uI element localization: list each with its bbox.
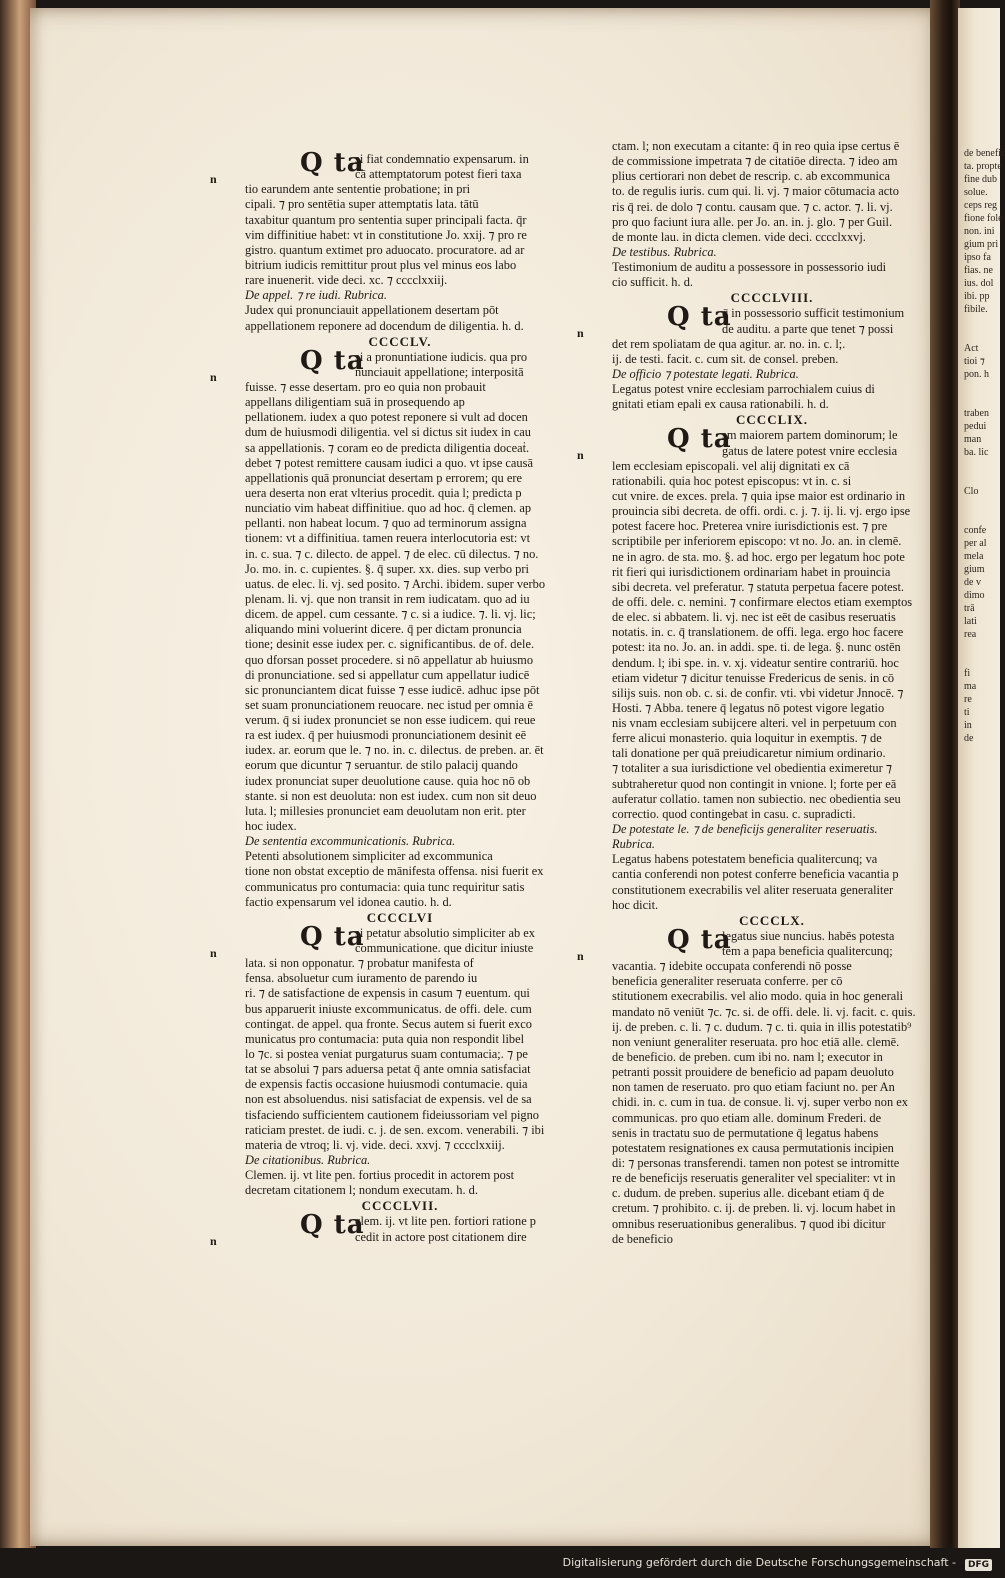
next-page-line: man — [964, 434, 982, 445]
decorated-initial: Q ta — [667, 924, 732, 955]
summary-line: tione non obstat exceptio de mānifesta offensa. nisi fuerit ex — [245, 864, 544, 879]
margin-marker: n — [210, 369, 217, 384]
summary-line: appellationem reponere ad docendum de diligentia. h. d. — [245, 318, 524, 333]
text-line: ij. de testi. facit. c. cum sit. de consel. preben. — [612, 351, 839, 366]
next-page-line: in — [964, 720, 972, 731]
next-page-line: dimo — [964, 590, 985, 601]
next-page-line: Act — [964, 343, 979, 354]
text-line: stitutionem execrabilis. vel alio modo. quia in hoc generali — [612, 989, 904, 1004]
summary-line: gnitati etiam epali ex causa rationabili. h. d. — [612, 397, 829, 412]
next-page-line: confe — [964, 525, 987, 536]
text-line: ferre alicui monasterio. quia loquitur in exemptis. ⁊ de — [612, 731, 882, 746]
next-page-line: de — [964, 733, 974, 744]
next-page-line: gium pri — [964, 239, 999, 250]
section-number: CCCCLVIII. — [730, 290, 814, 306]
text-line: cedit in actore post citationem dire — [355, 1229, 527, 1244]
text-line: ri. ⁊ de satisfactione de expensis in casum ⁊ euentum. qui — [245, 986, 530, 1001]
text-line: nis vnam ecclesiam subijcere alteri. vel in perpetuum con — [612, 716, 897, 731]
text-line: pellanti. non habeat locum. ⁊ quo ad terminorum assigna — [245, 516, 527, 531]
margin-marker: n — [210, 172, 217, 186]
text-line: non veniunt generaliter reseruata. pro hoc etiā alle. clemē. — [612, 1034, 900, 1049]
summary-line: constitutionem execrabilis vel aliter reseruata generaliter — [612, 882, 894, 897]
text-line: omnibus reseruationibus generalibus. ⁊ quod ibi dicitur — [612, 1216, 886, 1231]
text-line: de beneficio — [612, 1231, 673, 1246]
text-line: cā attemptatorum potest fieri taxa — [355, 167, 522, 182]
text-line: vacantia. ⁊ idebite occupata conferendi nō posse — [612, 959, 852, 974]
dfg-logo: DFG — [965, 1559, 992, 1571]
text-line: dum de huiusmodi diligentia. vel si dictus sit iudex in cau — [245, 425, 531, 440]
text-line: plius certiorari non debet de rescrip. c. ab excommunica — [612, 169, 890, 184]
summary-line: cio sufficit. h. d. — [612, 275, 693, 290]
text-line: c. dudum. de preben. superius alle. dicebant etiam q̄ de — [612, 1186, 885, 1201]
summary-line: Testimonium de auditu a possessore in possessorio iudi — [612, 260, 887, 275]
text-line: de commissione impetrata ⁊ de citatiōe directa. ⁊ ideo am — [612, 154, 898, 169]
next-page-line: Clo — [964, 486, 979, 497]
text-line: etiam videtur ⁊ dicitur tenuisse Fredericus de senis. in cō — [612, 670, 895, 685]
text-line: de offi. dele. c. nemini. ⁊ confirmare electos etiam exemptos — [612, 594, 913, 609]
next-page-line: ius. dol — [964, 278, 994, 289]
entry — [577, 302, 932, 367]
next-page-line: ceps reg — [964, 200, 998, 211]
text-line: si fiat condemnatio expensarum. in — [355, 152, 529, 166]
entry — [577, 424, 932, 822]
next-page-line: pon. h — [964, 369, 989, 380]
text-line: taxabitur quantum pro sententia super principali facta. q̄r — [245, 212, 527, 227]
text-line: communicas. pro quo etiam alle. dominum Frederi. de — [612, 1110, 882, 1125]
text-line: silijs suis. non ob. c. si. de confir. vti. vbi videtur Jnnocē. ⁊ — [612, 685, 904, 700]
text-line: aliquando mini voluerint dicere. q̄ per dictam pronuncia — [245, 622, 522, 637]
text-line: Hosti. ⁊ Abba. tenere q̄ legatus nō potest vigore legatio — [612, 700, 885, 715]
entry — [210, 921, 555, 1153]
rubric-heading: Rubrica. — [612, 837, 656, 852]
text-line: plenam. li. vj. que non transit in rem iudicatam. quo ad iu — [245, 591, 530, 606]
text-line: det rem spoliatam de qua agitur. ar. no. in. c. l;. — [612, 336, 846, 351]
text-line: tionem: vt a diffinitiua. tamen reuera interlocutoria est: vt — [245, 531, 531, 546]
text-line: cretum. ⁊ prohibito. c. ij. de preben. li. vj. locum habet in — [612, 1201, 896, 1216]
text-line: mandato nō veniūt ⁊c. ⁊c. si. de offi. dele. li. vj. facit. c. quis. — [612, 1004, 916, 1019]
text-line: tisfaciendo sufficientem cautionem fideiussoriam vel pigno — [245, 1107, 539, 1122]
text-line: clem. ij. vt lite pen. fortiori ratione p — [355, 1214, 536, 1229]
text-line: lata. si non opponatur. ⁊ probatur manifesta of — [245, 956, 474, 971]
text-line: vim diffinitiue habet: vt in constitutione Jo. xxij. ⁊ pro re — [245, 227, 527, 242]
text-line: in. c. sua. ⁊ c. dilecto. de appel. ⁊ de elec. cū dilectus. ⁊ no. — [245, 546, 539, 561]
text-line: si petatur absolutio simpliciter ab ex — [355, 925, 535, 940]
next-page-line: pedui — [964, 421, 987, 432]
summary-line: hoc dicit. — [612, 897, 659, 912]
text-line: de expensis factis occasione huiusmodi contumacie. quia — [245, 1077, 528, 1092]
next-page-line: tioi ⁊ — [964, 356, 985, 367]
next-page-line: de benefic — [964, 148, 1005, 159]
summary-line: Legatus potest vnire ecclesiam parrochialem cuius di — [612, 382, 875, 397]
text-line: potest facere hoc. Preterea vnire iurisdictionis est. ⁊ pre — [612, 519, 888, 534]
text-line: iudex. ar. eorum que le. ⁊ no. in. c. dilectus. de preben. ar. ēt — [245, 743, 544, 758]
text-line: potestatem resignationes ex causa permutationis incipien — [612, 1140, 894, 1155]
next-page-line: re — [964, 694, 972, 705]
text-line: Jo. mo. in. c. cupientes. §. q̄ super. xx. dies. sup verbo pri — [245, 561, 529, 576]
margin-marker: n — [577, 326, 584, 341]
footer-bar — [0, 1548, 1000, 1578]
rubric-heading: De officio ⁊ potestate legati. Rubrica. — [612, 366, 799, 381]
text-line: sa appellationis. ⁊ coram eo de predicta diligentia doceaṫ. — [245, 440, 530, 455]
text-line: re de beneficijs reseruatis generaliter vel specialiter: vt in — [612, 1171, 896, 1186]
section-number: CCCCLVII. — [361, 1198, 439, 1214]
next-page-line: per al — [964, 538, 987, 549]
text-line: petranti possit prouidere de beneficio ad papam deuoluto — [612, 1065, 894, 1080]
next-page-line: fine dub — [964, 174, 998, 185]
text-line: tem a papa beneficia qualitercunq; — [722, 944, 893, 959]
decorated-initial: Q ta — [300, 1210, 365, 1241]
summary-line: decretam citationem l; nondum executam. h. d. — [245, 1183, 478, 1198]
text-line: uera deserta non erat vlterius procedit. quia l; predicta p — [245, 485, 522, 500]
text-line: ⁊ totaliter a sua iurisdictione vel obedientia eximeretur ⁊ — [612, 761, 892, 776]
text-line: sm maiorem partem dominorum; le — [722, 428, 898, 443]
section-number: CCCCLVI — [366, 909, 434, 925]
text-line: verum. q̄ si iudex pronunciet se non esse iudicem. qui reue — [245, 713, 536, 728]
text-line: gistro. quantum extimet pro aduocato. procuratore. ad ar — [245, 242, 525, 257]
text-line: raticiam prestet. de iudi. c. j. de sen. excom. venerabili. ⁊ ibi — [245, 1122, 545, 1137]
text-line: auferatur collatio. tamen non subiectio. nec obedientia seu — [612, 791, 901, 806]
text-line: dicem. de appel. cum cessante. ⁊ c. si a iudice. ⁊. li. vj. lic; — [245, 607, 536, 622]
text-line: chidi. in. c. cum in tua. de consue. li. vj. super verbo non ex — [612, 1095, 908, 1110]
text-line: fuisse. ⁊ esse desertam. pro eo quia non probauit — [245, 379, 486, 394]
next-page-line: ba. lic — [964, 447, 989, 458]
next-page-line: traben — [964, 408, 989, 419]
text-line: lo ⁊c. si postea veniat purgaturus suam contumacia;. ⁊ pe — [245, 1047, 528, 1062]
next-page-line: ma — [964, 681, 977, 692]
section-number: CCCCLX. — [739, 912, 805, 928]
text-line: ris q̄ rei. de dolo ⁊ contu. causam que. ⁊ c. actor. ⁊. li. vj. — [612, 199, 893, 214]
summary-line: communicatus pro contumacia: quia tunc requiritur satis — [245, 879, 525, 894]
decorated-initial: Q ta — [667, 302, 732, 333]
next-page-line: non. ini — [964, 226, 995, 237]
text-line: cut vnire. de exces. prela. ⁊ quia ipse maior est ordinario in — [612, 488, 906, 503]
text-line: ne in agro. de sta. mo. §. ad hoc. ergo per legatum hoc pote — [612, 549, 905, 564]
text-line: beneficia generaliter reseruata conferre. per cō — [612, 974, 843, 989]
text-line: subtraheretur quod non contingit in vnione. l; forte per eā — [612, 776, 897, 791]
text-line: di: ⁊ personas transferendi. tamen non potest se intromitte — [612, 1156, 900, 1170]
text-line: sibi decreta. vel preferatur. ⁊ statuta perpetua facere potest. — [612, 579, 905, 594]
next-page-line: rea — [964, 629, 977, 640]
text-line: q̄ in possessorio sufficit testimonium — [722, 306, 905, 321]
entry — [210, 1210, 555, 1249]
next-page-line: fibile. — [964, 304, 988, 315]
summary-line: factio expensarum vel idonea cautio. h. d. — [245, 894, 452, 909]
text-line: correctio. quod contingebat in casu. c. supradicti. — [612, 806, 856, 821]
text-line: ra est iudex. q̄ per huiusmodi pronunciationem desinit eē — [245, 728, 527, 743]
summary-line: cantia conferendi non potest conferre beneficia vacantia p — [612, 867, 899, 882]
text-line: legatus siue nuncius. habēs potesta — [722, 928, 895, 943]
text-line: pellationem. iudex a quo potest reponere si vult ad docen — [245, 410, 528, 425]
text-line: prouincia sibi decreta. de offi. ordi. c. j. ⁊. ij. li. vj. ergo ipse — [612, 504, 911, 519]
text-line: luta. l; millesies pronunciet eam deuolutam non erit. pter — [245, 803, 526, 818]
margin-marker: n — [577, 448, 584, 463]
next-page-line: fione fole — [964, 213, 1003, 224]
entry — [210, 148, 555, 288]
decorated-initial: Q ta — [667, 424, 732, 455]
rubric-heading: De citationibus. Rubrica. — [245, 1153, 371, 1167]
text-line: si a pronuntiatione iudicis. qua pro — [355, 349, 528, 364]
text-line: contingat. de appel. qua fronte. Secus autem si fuerit exco — [245, 1016, 532, 1031]
text-line: sic pronunciantem dicat fuisse ⁊ esse iudicē. adhuc ipse pōt — [245, 682, 540, 697]
text-line: cipali. ⁊ pro sentētia super attemptatis lata. tātū — [245, 197, 479, 212]
text-line: ctam. l; non executam a citante: q̄ in reo quia ipse certus ē — [612, 139, 900, 153]
text-line: appellans diligentiam suā in prosequendo ap — [245, 395, 465, 410]
text-line: de elec. si abbatem. li. vj. nec ist eēt de casibus reseruatis — [612, 610, 896, 625]
text-line: stante. si non est deuoluta: non est iudex. cum non sit deuo — [245, 788, 537, 803]
rubric-heading: De testibus. Rubrica. — [612, 244, 717, 259]
next-page-line: fias. ne — [964, 265, 993, 276]
text-line: quo dforsan posset procedere. si nō appellatur ab huiusmo — [245, 652, 534, 667]
text-line: municatus pro contumacia: puta quia non respondit libel — [245, 1031, 525, 1046]
text-line: to. de regulis iuris. cum qui. li. vj. ⁊ maior cōtumacia acto — [612, 184, 899, 199]
text-line: nunciatio vim habeat diffinitiue. quo ad hoc. q̄ clemen. ap — [245, 501, 532, 516]
text-line: tio earundem ante sententie probatione; in pri — [245, 182, 471, 197]
right-column — [577, 139, 932, 1247]
next-page-fragment — [958, 8, 1005, 1548]
text-line: non tamen de reseruato. pro quo etiam faciunt no. per An — [612, 1080, 895, 1095]
text-line: non est absoluendus. nisi satisfaciat de expensis. vel de sa — [245, 1092, 532, 1107]
text-line: tione; desinit esse iudex per. c. significantibus. de of. dele. — [245, 637, 535, 652]
text-line: dendum. l; ibi spe. in. v. xj. videatur sentire contrariū. hoc — [612, 655, 899, 670]
text-line: set suam pronunciationem reuocare. nec istud per omnia ē — [245, 697, 533, 712]
text-line: appellationis quā pronunciat desertam p errorem; qu ere — [245, 470, 522, 485]
text-line: debet ⁊ potest remittere causam iudici a quo. vt ipse causā — [245, 455, 533, 470]
text-line: de auditu. a parte que tenet ⁊ possi — [722, 321, 894, 336]
text-line: rit fieri qui iurisdictionem ordinariam habet in prouincia — [612, 564, 891, 579]
next-page-line: fi — [964, 668, 971, 679]
next-page-line: lati — [964, 616, 977, 627]
text-line: uatus. de elec. li. vj. sed posito. ⁊ Archi. ibidem. super verbo — [245, 576, 546, 591]
decorated-initial: Q ta — [300, 921, 365, 952]
rubric-heading: De appel. ⁊ re iudi. Rubrica. — [245, 288, 387, 303]
text-line: communicatione. que dicitur iniuste — [355, 941, 534, 956]
text-line: rare inuenerit. vide deci. xc. ⁊ cccclxxiij. — [245, 273, 448, 288]
text-line: pro quo faciunt iura alle. per Jo. an. in. j. glo. ⁊ per Guil. — [612, 214, 893, 229]
text-line: senis in tractatu suo de permutatione q̄ legatus habens — [612, 1125, 879, 1140]
text-line: notatis. in. c. q̄ translationem. de offi. lega. ergo hoc facere — [612, 625, 904, 640]
next-page-line: ti — [964, 707, 970, 718]
rubric-heading: De potestate le. ⁊ de beneficijs generaliter reseruatis. — [612, 822, 878, 837]
book-gutter — [930, 0, 960, 1548]
text-line: lem ecclesiam episcopali. vel alij dignitati ex cā — [612, 458, 850, 473]
margin-marker: n — [577, 948, 584, 963]
summary-line: Judex qui pronunciauit appellationem desertam pōt — [245, 303, 499, 318]
margin-marker: n — [210, 1234, 217, 1249]
text-line: bitrium iudicis remittitur prout plus vel minus eos labo — [245, 257, 517, 272]
left-column — [210, 148, 555, 1249]
next-page-line: de v — [964, 577, 981, 588]
rubric-heading: De sententia excommunicationis. Rubrica. — [245, 834, 456, 849]
text-line: de beneficio. de preben. cum ibi no. nam l; executor in — [612, 1050, 883, 1065]
summary-line: Legatus habens potestatem beneficia qualitercunq; va — [612, 852, 878, 867]
text-line: rationabili. quia hoc potest episcopus: vt in. c. si — [612, 473, 852, 488]
text-line: tat se absolui ⁊ pars aduersa petat q̄ ante omnia satisfaciat — [245, 1062, 531, 1077]
footer-credit: Digitalisierung gefördert durch die Deutsche Forschungsgemeinschaft - — [562, 1556, 956, 1569]
next-page-line: gium — [964, 564, 985, 575]
text-line: materia de vtroq; li. vj. vide. deci. xxvj. ⁊ cccclxxiij. — [245, 1137, 505, 1152]
text-line: fensa. absoluetur cum iuramento de parendo iu — [245, 971, 478, 986]
next-page-line: solue. — [964, 187, 988, 198]
summary-line: Petenti absolutionem simpliciter ad excommunica — [245, 849, 493, 864]
decorated-initial: Q ta — [300, 345, 365, 376]
text-line: tali donatione per quā preiudicaretur nimium ordinario. — [612, 746, 886, 761]
entry — [210, 345, 555, 835]
text-line: hoc iudex. — [245, 819, 297, 834]
next-page-line: ibi. pp — [964, 291, 990, 302]
text-line: bus apparuerit iniuste excommunicatus. de offi. dele. cum — [245, 1001, 532, 1016]
text-line: eorum que dicuntur ⁊ seruantur. de stilo palacij quando — [245, 758, 518, 773]
section-number: CCCCLIX. — [736, 412, 808, 428]
next-page-line: ta. propte — [964, 161, 1002, 172]
summary-line: Clemen. ij. vt lite pen. fortius procedit in actorem post — [245, 1168, 515, 1183]
text-line: de monte lau. in dicta clemen. vide deci. cccclxxvj. — [612, 229, 866, 244]
section-number: CCCCLV. — [368, 333, 432, 349]
decorated-initial: Q ta — [300, 148, 365, 178]
margin-marker: n — [210, 945, 217, 960]
entry — [577, 924, 932, 1247]
text-line: scriptibile per inferiorem episcopo: vt no. Jo. an. in clemē. — [612, 534, 902, 549]
text-line: nunciauit appellatione; interpositā — [355, 364, 524, 379]
text-line: gatus de latere potest vnire ecclesia — [722, 443, 898, 458]
text-line: ij. de preben. c. li. ⁊ c. dudum. ⁊ c. ti. quia in illis potestatib⁹ — [612, 1019, 912, 1034]
text-line: potest: ita no. Jo. an. in addi. spe. ti. de lega. §. nunc ostēn — [612, 640, 901, 655]
next-page-line: trā — [964, 603, 975, 614]
next-page-line: ipso fa — [964, 252, 991, 263]
text-line: iudex pronunciat super deuolutione cause. quia hoc nō ob — [245, 773, 531, 788]
next-page-line: mela — [964, 551, 984, 562]
text-line: di pronunciatione. sed si appellatur cum appellatur iudicē — [245, 667, 530, 682]
